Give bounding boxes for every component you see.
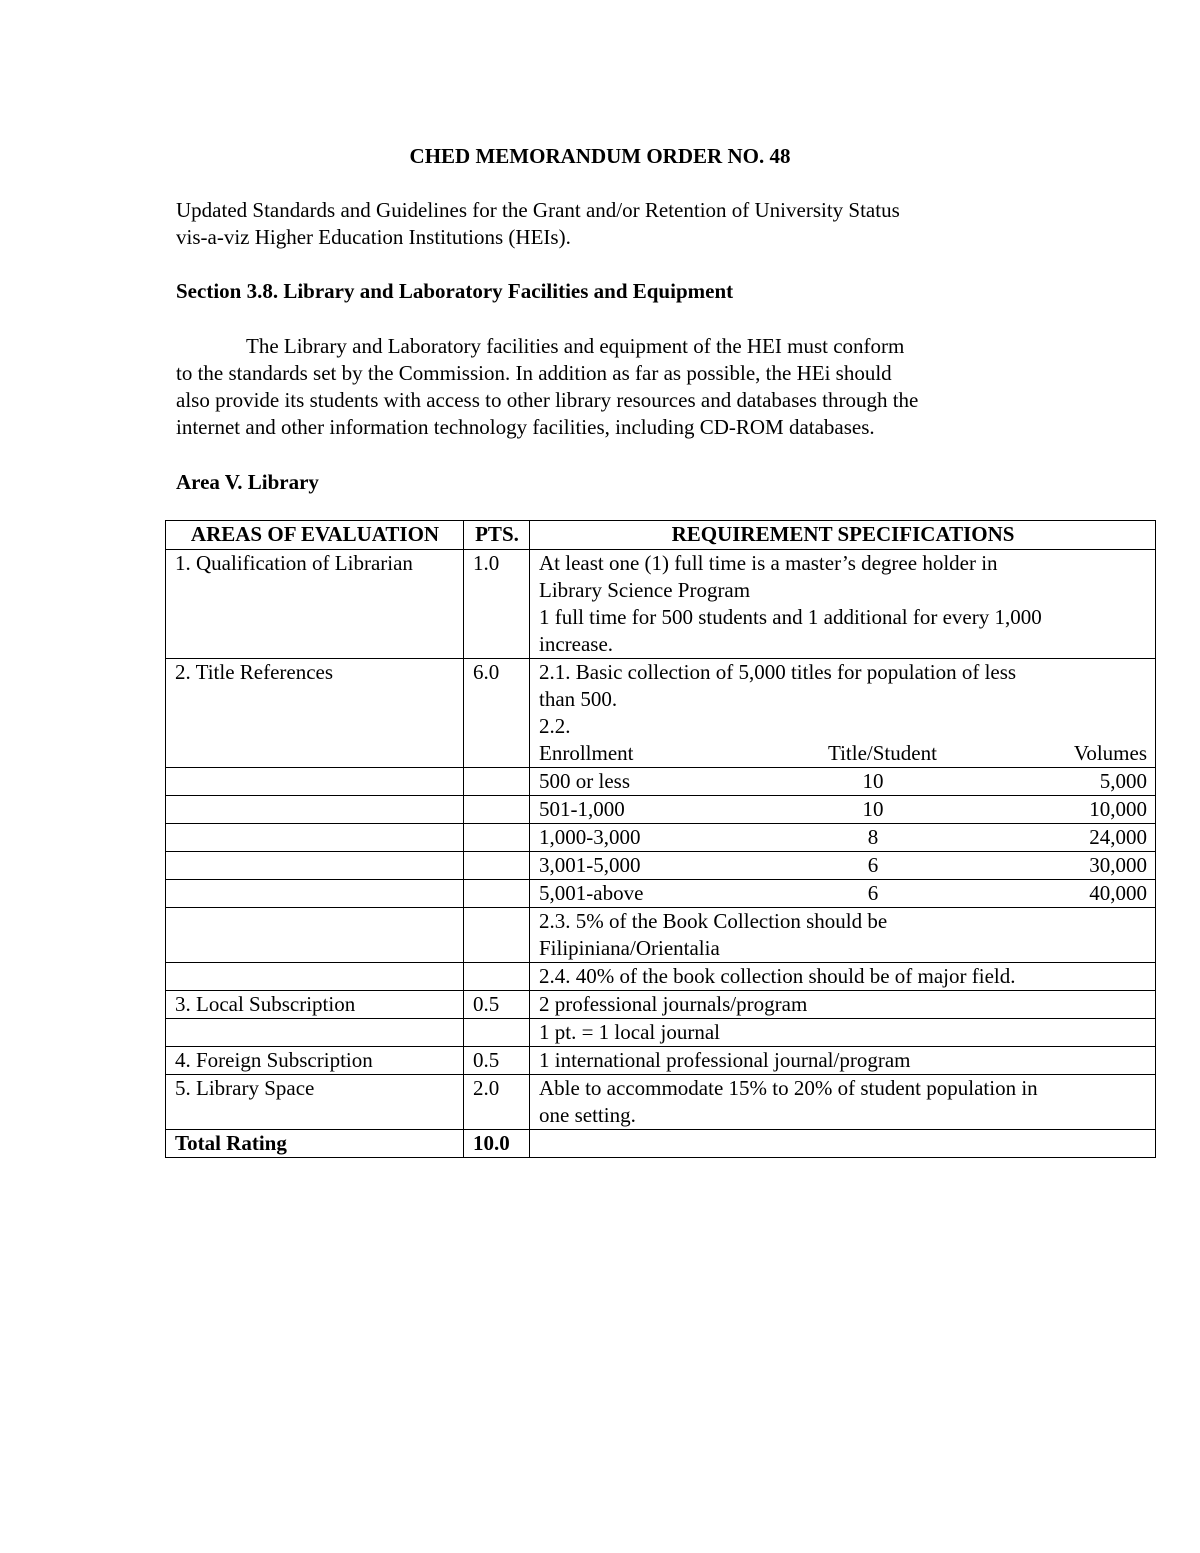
spec-line: Library Science Program <box>539 578 751 602</box>
table-row <box>166 963 1156 991</box>
enrollment-value: 5,001-above <box>539 881 644 905</box>
area-heading: Area V. Library <box>176 470 319 494</box>
table-row <box>166 1019 1156 1047</box>
document-subtitle <box>176 197 1076 251</box>
volumes-value: 40,000 <box>1089 881 1147 905</box>
table-row <box>166 550 1156 659</box>
table-row <box>166 796 1156 824</box>
enrollment-value: 501-1,000 <box>539 797 625 821</box>
table-row <box>166 768 1156 796</box>
title-student-value: 10 <box>862 797 884 821</box>
enrollment-value: 1,000-3,000 <box>539 825 641 849</box>
table-row <box>166 659 1156 768</box>
enrollment-row <box>530 796 1156 824</box>
volumes-value: 24,000 <box>1089 825 1147 849</box>
enrollment-row <box>530 768 1156 796</box>
enrollment-row <box>530 880 1156 908</box>
spec-cell: 1 pt. = 1 local journal <box>530 1019 1156 1047</box>
title-student-value: 8 <box>867 825 879 849</box>
paragraph-line: The Library and Laboratory facilities and equipment of the HEI must conform <box>246 334 905 358</box>
spec-cell <box>530 659 1156 768</box>
page-title: CHED MEMORANDUM ORDER NO. 48 <box>409 144 791 168</box>
table-row <box>166 908 1156 963</box>
spec-line: 1 full time for 500 students and 1 additional for every 1,000 <box>539 605 1042 629</box>
area-cell: 1. Qualification of Librarian <box>166 550 464 659</box>
total-row <box>166 1130 1156 1158</box>
spec-cell: 2.4. 40% of the book collection should be of major field. <box>530 963 1156 991</box>
spec-cell <box>530 550 1156 659</box>
subtitle-line: Updated Standards and Guidelines for the Grant and/or Retention of University Status <box>176 198 900 222</box>
pts-cell: 0.5 <box>464 1047 530 1075</box>
table-row <box>166 1047 1156 1075</box>
spec-cell <box>530 1075 1156 1130</box>
spec-line: At least one (1) full time is a master’s degree holder in <box>539 551 998 575</box>
enrollment-value: 500 or less <box>539 769 630 793</box>
evaluation-table <box>165 520 1156 1158</box>
total-pts: 10.0 <box>464 1130 530 1158</box>
header-pts: PTS. <box>464 521 530 550</box>
spec-line: 2.3. 5% of the Book Collection should be <box>539 909 888 933</box>
enrollment-label: Enrollment <box>539 741 634 765</box>
table-header-row <box>166 521 1156 550</box>
table-row <box>166 824 1156 852</box>
subtitle-line: vis-a-viz Higher Education Institutions (HEIs). <box>176 225 571 249</box>
table-row <box>166 991 1156 1019</box>
area-cell: 4. Foreign Subscription <box>166 1047 464 1075</box>
spec-line: than 500. <box>539 687 618 711</box>
volumes-value: 5,000 <box>1099 769 1147 793</box>
spec-cell <box>530 908 1156 963</box>
pts-cell: 0.5 <box>464 991 530 1019</box>
area-cell: 5. Library Space <box>166 1075 464 1130</box>
title-student-value: 10 <box>862 769 884 793</box>
spec-line: Able to accommodate 15% to 20% of student population in <box>539 1076 1038 1100</box>
paragraph-line: also provide its students with access to other library resources and databases through the <box>176 388 919 412</box>
enrollment-header <box>539 740 1147 767</box>
table-row <box>166 880 1156 908</box>
pts-cell: 1.0 <box>464 550 530 659</box>
spec-cell: 1 international professional journal/program <box>530 1047 1156 1075</box>
volumes-label: Volumes <box>1073 741 1147 765</box>
total-label: Total Rating <box>166 1130 464 1158</box>
table-row <box>166 852 1156 880</box>
title-student-value: 6 <box>867 881 879 905</box>
paragraph-line: to the standards set by the Commission. In addition as far as possible, the HEi should <box>176 361 892 385</box>
pts-cell: 2.0 <box>464 1075 530 1130</box>
paragraph-line: internet and other information technology facilities, including CD-ROM databases. <box>176 415 875 439</box>
area-cell: 3. Local Subscription <box>166 991 464 1019</box>
section-heading: Section 3.8. Library and Laboratory Facilities and Equipment <box>176 279 734 303</box>
spec-line: one setting. <box>539 1103 636 1127</box>
table-row <box>166 1075 1156 1130</box>
spec-line: Filipiniana/Orientalia <box>539 936 720 960</box>
pts-cell: 6.0 <box>464 659 530 768</box>
volumes-value: 10,000 <box>1089 797 1147 821</box>
body-paragraph <box>176 333 1076 441</box>
enrollment-row <box>530 852 1156 880</box>
spec-line: 2.2. <box>539 714 571 738</box>
spec-cell: 2 professional journals/program <box>530 991 1156 1019</box>
spec-line: 2.1. Basic collection of 5,000 titles for population of less <box>539 660 1017 684</box>
spec-line: increase. <box>539 632 614 656</box>
area-cell: 2. Title References <box>166 659 464 768</box>
enrollment-row <box>530 824 1156 852</box>
enrollment-value: 3,001-5,000 <box>539 853 641 877</box>
volumes-value: 30,000 <box>1089 853 1147 877</box>
header-requirements: REQUIREMENT SPECIFICATIONS <box>530 521 1156 550</box>
title-student-value: 6 <box>867 853 879 877</box>
header-areas: AREAS OF EVALUATION <box>166 521 464 550</box>
title-student-label: Title/Student <box>828 741 937 765</box>
